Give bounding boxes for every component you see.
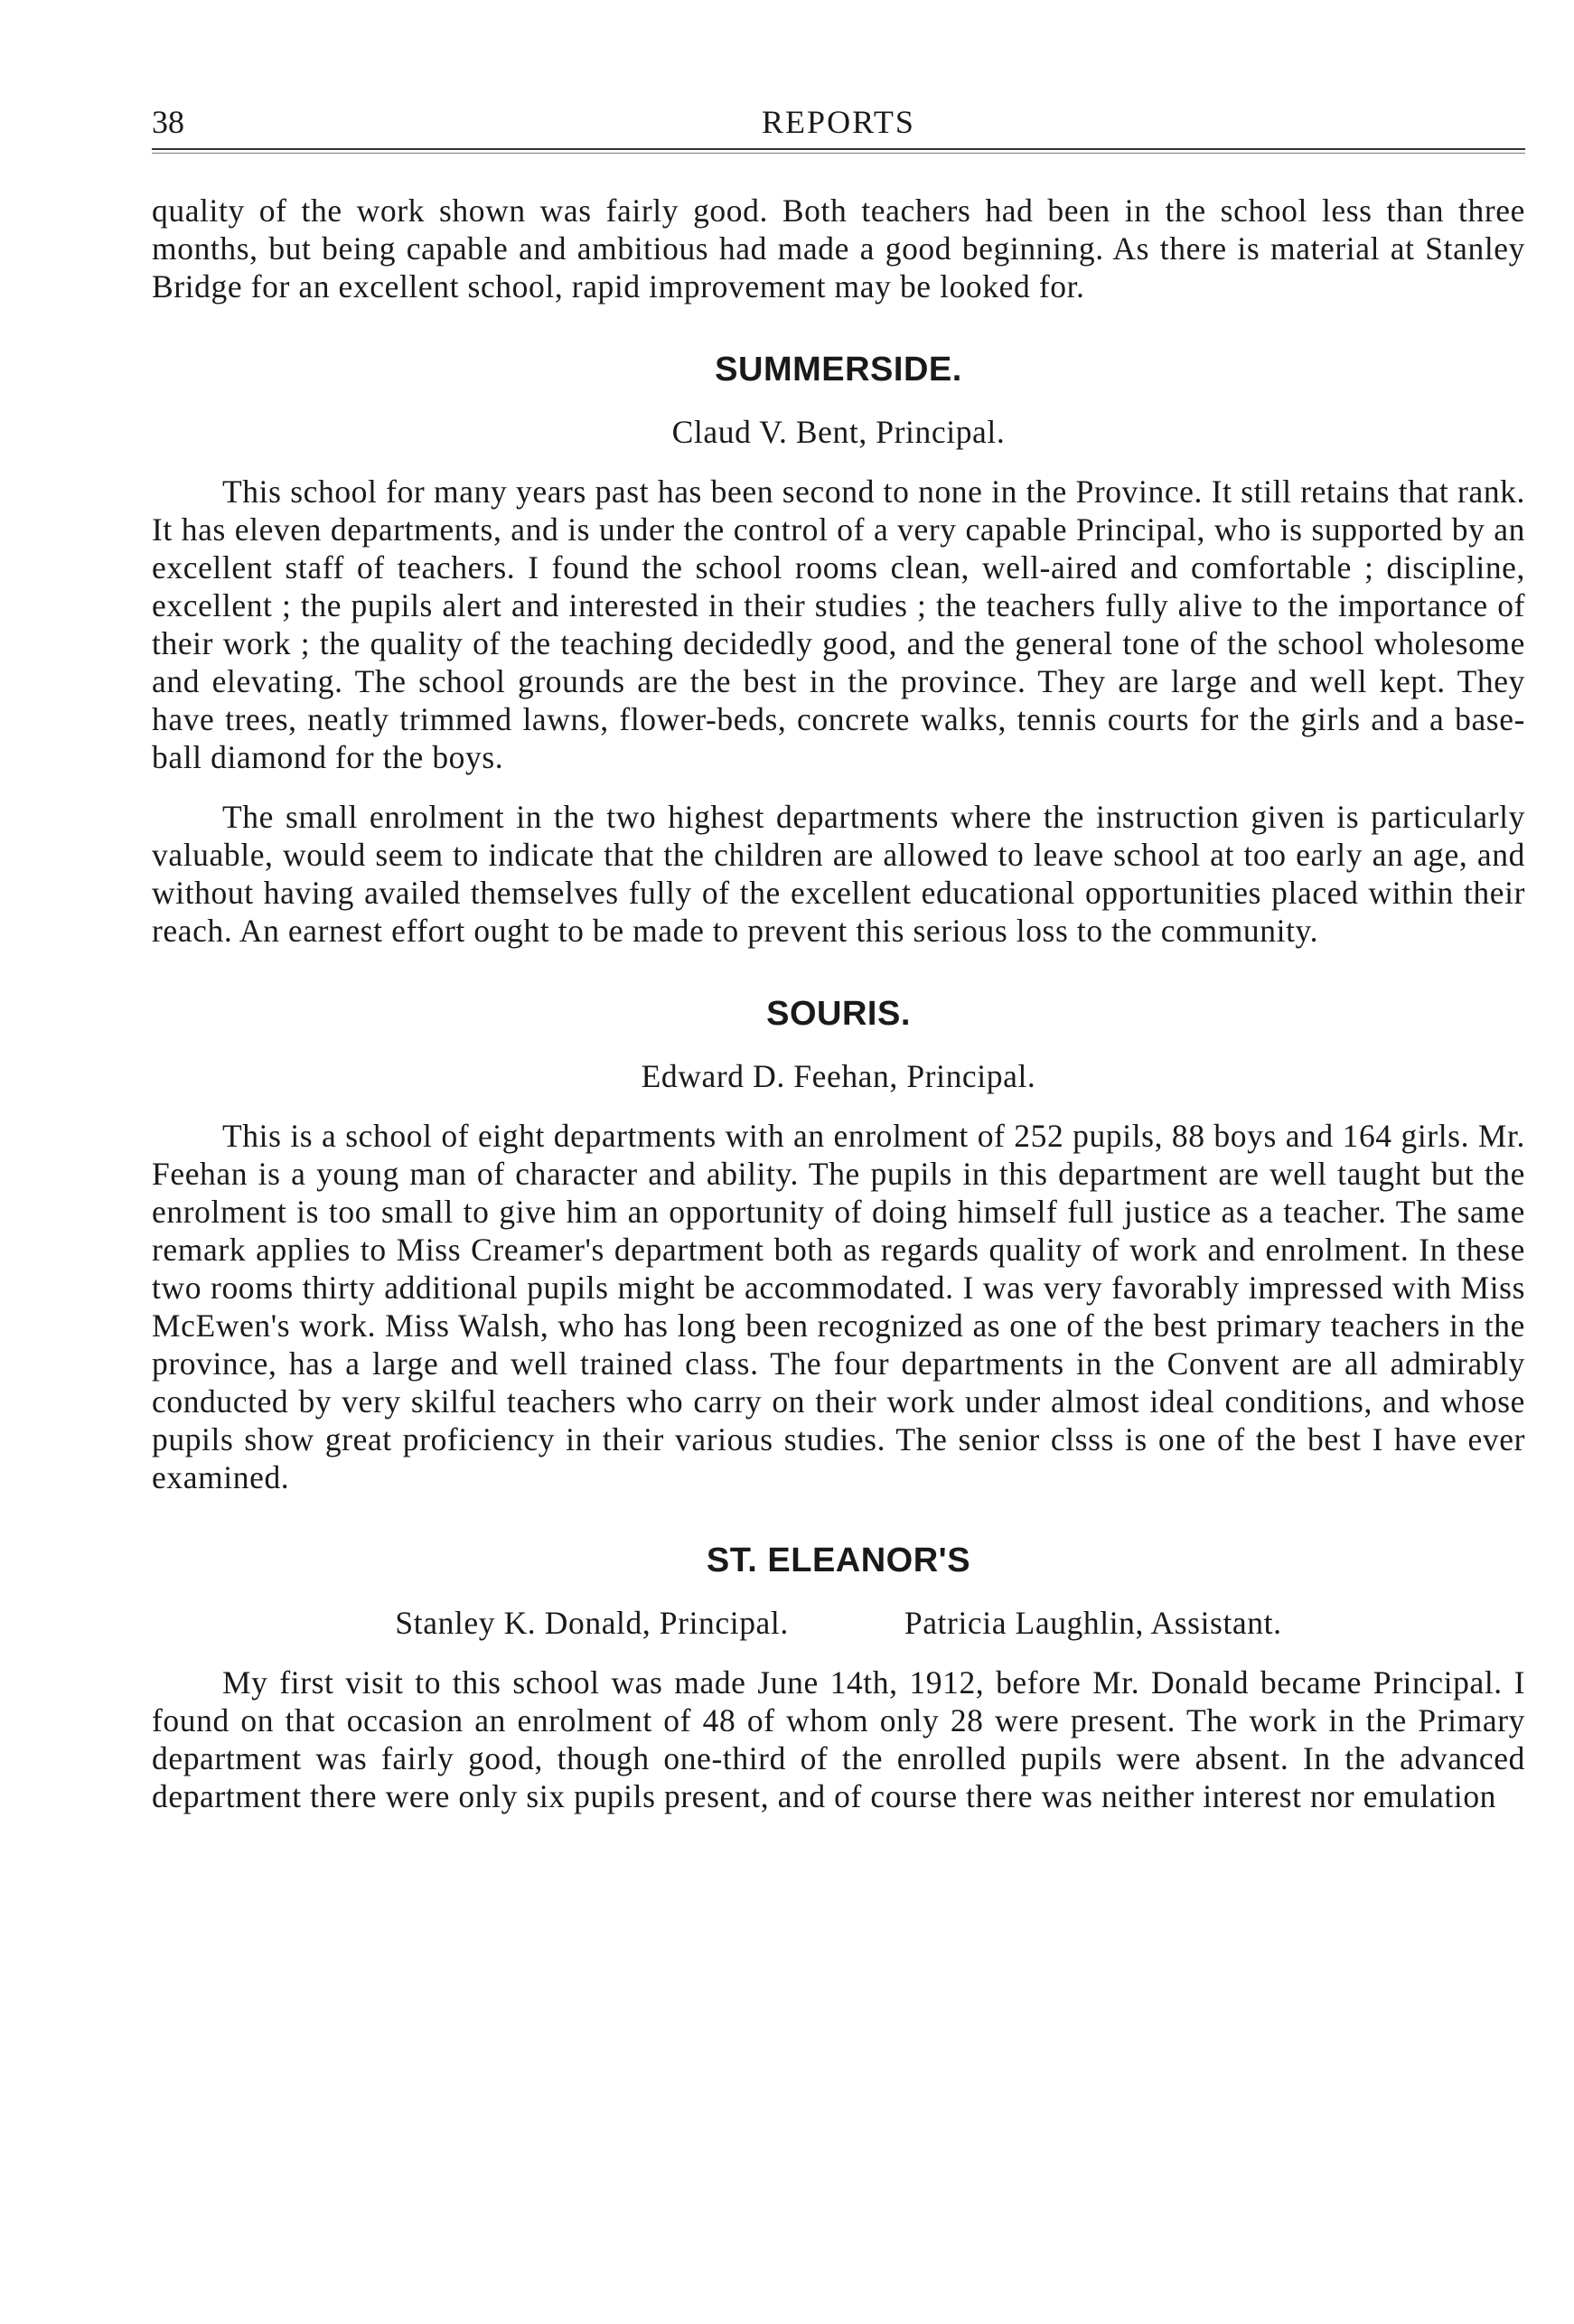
st-eleanors-byline bbox=[152, 1604, 1525, 1642]
header-rule bbox=[152, 148, 1525, 154]
page-number: 38 bbox=[152, 104, 184, 140]
st-eleanors-principal: Stanley K. Donald, Principal. bbox=[395, 1605, 789, 1641]
st-eleanors-heading: ST. ELEANOR'S bbox=[706, 1542, 971, 1579]
st-eleanors-assistant: Patricia Laughlin, Assistant. bbox=[904, 1605, 1282, 1641]
summerside-paragraph-2: The small enrolment in the two highest departments where the instruction given is particularly valuable, would seem to indicate that the children are allowed to leave school at too early an age, and without having availed themselves fully of the excellent educational opportunities placed within their reach. An earnest effort ought to be made to prevent this serious loss to the community. bbox=[152, 799, 1525, 949]
summerside-heading: SUMMERSIDE. bbox=[715, 351, 962, 389]
souris-byline: Edward D. Feehan, Principal. bbox=[641, 1058, 1036, 1094]
st-eleanors-paragraph-1: My first visit to this school was made June 14th, 1912, before Mr. Donald became Principal. I found on that occasion an enrolment of 48 of whom only 28 were present. The work in the Primary department was fairly good, though one-third of the enrolled pupils were absent. In the advanced department there were only six pupils present, and of course there was neither interest nor emulation bbox=[152, 1664, 1525, 1814]
souris-heading: SOURIS. bbox=[766, 995, 911, 1033]
intro-paragraph: quality of the work shown was fairly good. Both teachers had been in the school less than three months, but being capable and ambitious had made a good beginning. As there is material at Stanley Bridge for an excellent school, rapid improvement may be looked for. bbox=[152, 192, 1525, 305]
souris-paragraph-1: This is a school of eight departments with an enrolment of 252 pupils, 88 boys and 164 girls. Mr. Feehan is a young man of character and ability. The pupils in this department are well taught but the enrolment is too small to give him an opportunity of doing himself full justice as a teacher. The same remark applies to Miss Creamer's department both as regards quality of work and enrolment. In these two rooms thirty additional pupils might be accommodated. I was very favorably impressed with Miss McEwen's work. Miss Walsh, who has long been recognized as one of the best primary teachers in the province, has a large and well trained class. The four departments in the Convent are all admirably conducted by very skilful teachers who carry on their work under almost ideal conditions, and whose pupils show great proficiency in their various studies. The senior clsss is one of the best I have ever examined. bbox=[152, 1118, 1525, 1495]
report-page bbox=[152, 90, 1525, 1815]
summerside-paragraph-1: This school for many years past has been second to none in the Province. It still retains that rank. It has eleven departments, and is under the control of a very capable Principal, who is supported by an excellent staff of teachers. I found the school rooms clean, well-aired and comfortable ; discipline, excellent ; the pupils alert and interested in their studies ; the teachers fully alive to the importance of their work ; the quality of the teaching decidedly good, and the general tone of the school wholesome and elevating. The school grounds are the best in the province. They are large and well kept. They have trees, neatly trimmed lawns, flower-beds, concrete walks, tennis courts for the girls and a base-ball diamond for the boys. bbox=[152, 473, 1525, 775]
running-head: REPORTS bbox=[762, 104, 915, 140]
page-header bbox=[152, 90, 1525, 145]
summerside-byline: Claud V. Bent, Principal. bbox=[671, 414, 1006, 450]
